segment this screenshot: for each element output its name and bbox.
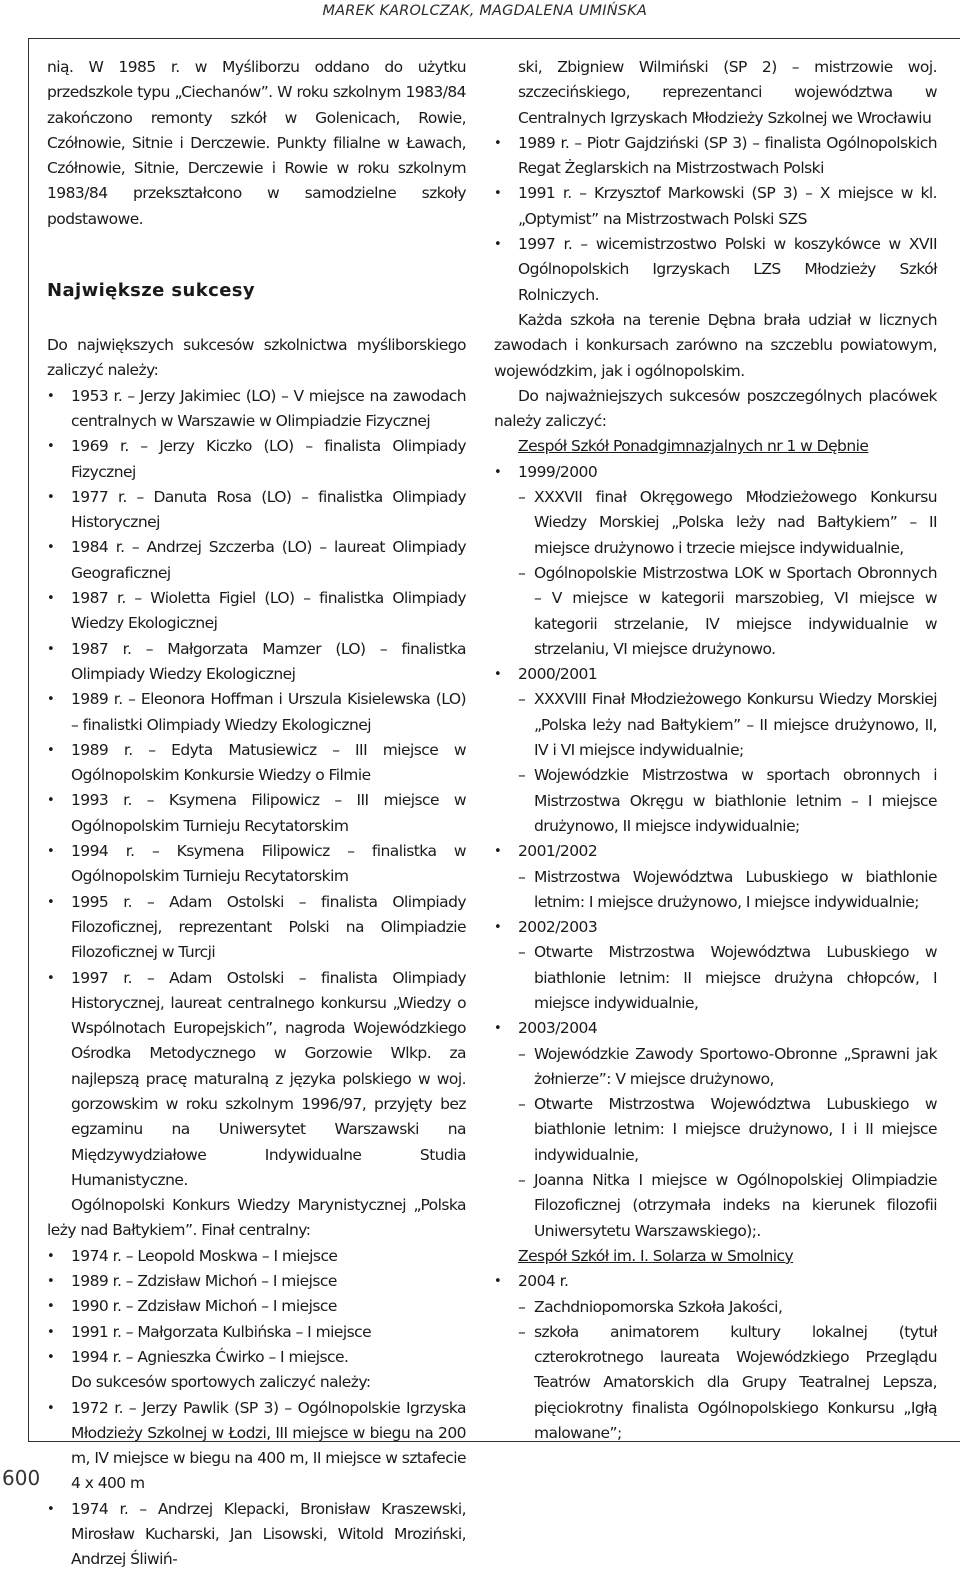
year-item: • 2000/2001	[494, 662, 937, 687]
list-item: • 1972 r. – Jerzy Pawlik (SP 3) – Ogólnopolskie Igrzyska Młodzieży Szkolnej w Łodzi, III miejsce w biegu na 200 m, IV miejsce w biegu na 400 m, II miejsce w sztafecie 4 x 400 m	[47, 1396, 466, 1497]
running-header: MAREK KAROLCZAK, MAGDALENA UMIŃSKA	[322, 3, 647, 19]
marine-contest-intro: Ogólnopolski Konkurs Wiedzy Marynistycznej „Polska leży nad Bałtykiem”. Finał centralny:	[47, 1196, 466, 1240]
dash-item: – Wojewódzkie Zawody Sportowo-Obronne „Sprawni jak żołnierze”: V miejsce drużynowo,	[494, 1042, 937, 1093]
dash-item: – szkoła animatorem kultury lokalnej (tytuł czterokrotnego laureata Wojewódzkiego Przeglądu Teatrów Amatorskich dla Grupy Teatralnej Lepsza, pięciokrotny finalista Ogólnopolskiego Konkursu „Igłą malowane”;	[494, 1320, 937, 1446]
page-number: 600	[2, 1466, 41, 1490]
list-item: • 1989 r. – Edyta Matusiewicz – III miejsce w Ogólnopolskim Konkursie Wiedzy o Filmie	[47, 738, 466, 789]
dash-item: – XXXVII finał Okręgowego Młodzieżowego Konkursu Wiedzy Morskiej „Polska leży nad Bałtykiem” – II miejsce drużynowo i trzecie miejsce indywidualnie,	[494, 485, 937, 561]
year-list	[494, 1016, 937, 1041]
year-list	[494, 915, 937, 940]
right-column	[494, 55, 937, 1446]
list-item: • 1989 r. – Eleonora Hoffman i Urszula Kisielewska (LO) – finalistki Olimpiady Wiedzy Ekologicznej	[47, 687, 466, 738]
list-item: • 1984 r. – Andrzej Szczerba (LO) – laureat Olimpiady Geograficznej	[47, 535, 466, 586]
list-item: • 1994 r. – Ksymena Filipowicz – finalistka w Ogólnopolskim Turnieju Recytatorskim	[47, 839, 466, 890]
list-item: • 1993 r. – Ksymena Filipowicz – III miejsce w Ogólnopolskim Turnieju Recytatorskim	[47, 788, 466, 839]
list-item: • 1995 r. – Adam Ostolski – finalista Olimpiady Filozoficznej, reprezentant Polski na Olimpiadzie Filozoficznej w Turcji	[47, 890, 466, 966]
intro-paragraph: nią. W 1985 r. w Myśliborzu oddano do użytku przedszkole typu „Ciechanów”. W roku szkolnym 1983/84 zakończono remonty szkół w Golenicach, Rowie, Czółnowie, Sitnie i Derczewie. Punkty filialne w Ławach, Czółnowie, Sitnie, Derczewie i Rowie w roku szkolnym 1983/84 przekształcono w samodzielne szkoły podstawowe.	[47, 58, 466, 228]
year-item: • 2004 r.	[494, 1269, 937, 1294]
dash-item: – Wojewódzkie Mistrzostwa w sportach obronnych i Mistrzostwa Okręgu w biathlonie letnim – I miejsce drużynowo, II miejsce indywidualnie;	[494, 763, 937, 839]
school-title: Zespół Szkół Ponadgimnazjalnych nr 1 w Dębnie	[518, 437, 869, 456]
list-item: • 1990 r. – Zdzisław Michoń – I miejsce	[47, 1294, 466, 1319]
list-item: • 1997 r. – wicemistrzostwo Polski w koszykówce w XVII Ogólnopolskich Igrzyskach LZS Młodzieży Szkół Rolniczych.	[494, 232, 937, 308]
list-item: • 1991 r. – Małgorzata Kulbińska – I miejsce	[47, 1320, 466, 1345]
list-item: • 1989 r. – Zdzisław Michoń – I miejsce	[47, 1269, 466, 1294]
list-item: • 1953 r. – Jerzy Jakimiec (LO) – V miejsce na zawodach centralnych w Warszawie w Olimpiadzie Fizycznej	[47, 384, 466, 435]
list-item: • 1997 r. – Adam Ostolski – finalista Olimpiady Historycznej, laureat centralnego konkursu „Wiedzy o Wspólnotach Europejskich”, nagroda Wojewódzkiego Ośrodka Metodycznego w Gorzowie Wlkp. za najlepszą pracę maturalną z języka polskiego w woj. gorzowskim w roku szkolnym 1996/97, przyjęty bez egzaminu na Uniwersytet Warszawski na Międzywydziałowe Indywidualne Studia Humanistyczne.	[47, 966, 466, 1194]
list-item: • 1977 r. – Danuta Rosa (LO) – finalistka Olimpiady Historycznej	[47, 485, 466, 536]
year-item: • 2003/2004	[494, 1016, 937, 1041]
school-achievements	[494, 460, 937, 485]
year-item: • 1999/2000	[494, 460, 937, 485]
dash-item: – Otwarte Mistrzostwa Województwa Lubuskiego w biathlonie letnim: I miejsce drużynowo, I i II miejsce indywidualnie,	[494, 1092, 937, 1168]
paragraph: Do najważniejszych sukcesów poszczególnych placówek należy zaliczyć:	[494, 386, 937, 431]
dash-item: – Ogólnopolskie Mistrzostwa LOK w Sportach Obronnych – V miejsce w kategorii marszobieg, VI miejsce w kategorii strzelanie, IV miejsce indywidualnie w strzelaniu, VI miejsce drużynowo.	[494, 561, 937, 662]
left-column	[47, 55, 466, 1573]
list-item: • 1991 r. – Krzysztof Markowski (SP 3) – X miejsce w kl. „Optymist” na Mistrzostwach Polski SZS	[494, 181, 937, 232]
year-list	[494, 662, 937, 687]
dash-item: – Otwarte Mistrzostwa Województwa Lubuskiego w biathlonie letnim: II miejsce drużyna chłopców, I miejsce indywidualnie,	[494, 940, 937, 1016]
list-item: • 1974 r. – Leopold Moskwa – I miejsce	[47, 1244, 466, 1269]
year-list	[494, 1269, 937, 1294]
marine-contest-list	[47, 1244, 466, 1370]
sport-list	[47, 1396, 466, 1573]
paragraph: Każda szkoła na terenie Dębna brała udział w licznych zawodach i konkursach zarówno na szczeblu powiatowym, wojewódzkim, jak i ogólnopolskim.	[494, 310, 937, 380]
list-item: • 1987 r. – Małgorzata Mamzer (LO) – finalistka Olimpiady Wiedzy Ekologicznej	[47, 637, 466, 688]
sport-list-continued	[494, 131, 937, 308]
list-item: • 1969 r. – Jerzy Kiczko (LO) – finalista Olimpiady Fizycznej	[47, 434, 466, 485]
list-item: • 1987 r. – Wioletta Figiel (LO) – finalistka Olimpiady Wiedzy Ekologicznej	[47, 586, 466, 637]
year-list	[494, 839, 937, 864]
year-item: • 2002/2003	[494, 915, 937, 940]
dash-item: – XXXVIII Finał Młodzieżowego Konkursu Wiedzy Morskiej „Polska leży nad Bałtykiem” – II miejsce drużynowo, II, IV i VI miejsce indywidualnie;	[494, 687, 937, 763]
school-title: Zespół Szkół im. I. Solarza w Smolnicy	[518, 1246, 794, 1265]
dash-item: – Mistrzostwa Województwa Lubuskiego w biathlonie letnim: I miejsce drużynowo, I miejsce indywidualnie;	[494, 865, 937, 916]
list-item: • 1989 r. – Piotr Gajdziński (SP 3) – finalista Ogólnopolskich Regat Żeglarskich na Mistrzostwach Polski	[494, 131, 937, 182]
dash-item: – Joanna Nitka I miejsce w Ogólnopolskiej Olimpiadzie Filozoficznej (otrzymała indeks na kierunek filozofii Uniwersytetu Warszawskiego);.	[494, 1168, 937, 1244]
successes-lead: Do największych sukcesów szkolnictwa myśliborskiego zaliczyć należy:	[47, 336, 466, 380]
dash-item: – Zachdniopomorska Szkoła Jakości,	[494, 1295, 937, 1320]
list-item: • 1994 r. – Agnieszka Ćwirko – I miejsce.	[47, 1345, 466, 1370]
list-item: • 1974 r. – Andrzej Klepacki, Bronisław Kraszewski, Mirosław Kucharski, Jan Lisowski, Witold Mroziński, Andrzej Śliwiń-	[47, 1497, 466, 1573]
year-item: • 2001/2002	[494, 839, 937, 864]
section-heading: Największe sukcesy	[47, 280, 256, 302]
successes-list	[47, 384, 466, 1194]
continuation-text: ski, Zbigniew Wilmiński (SP 2) – mistrzowie woj. szczecińskiego, reprezentanci województwa w Centralnych Igrzyskach Młodzieży Szkolnej we Wrocławiu	[518, 58, 937, 127]
sport-intro: Do sukcesów sportowych zaliczyć należy:	[71, 1373, 371, 1392]
